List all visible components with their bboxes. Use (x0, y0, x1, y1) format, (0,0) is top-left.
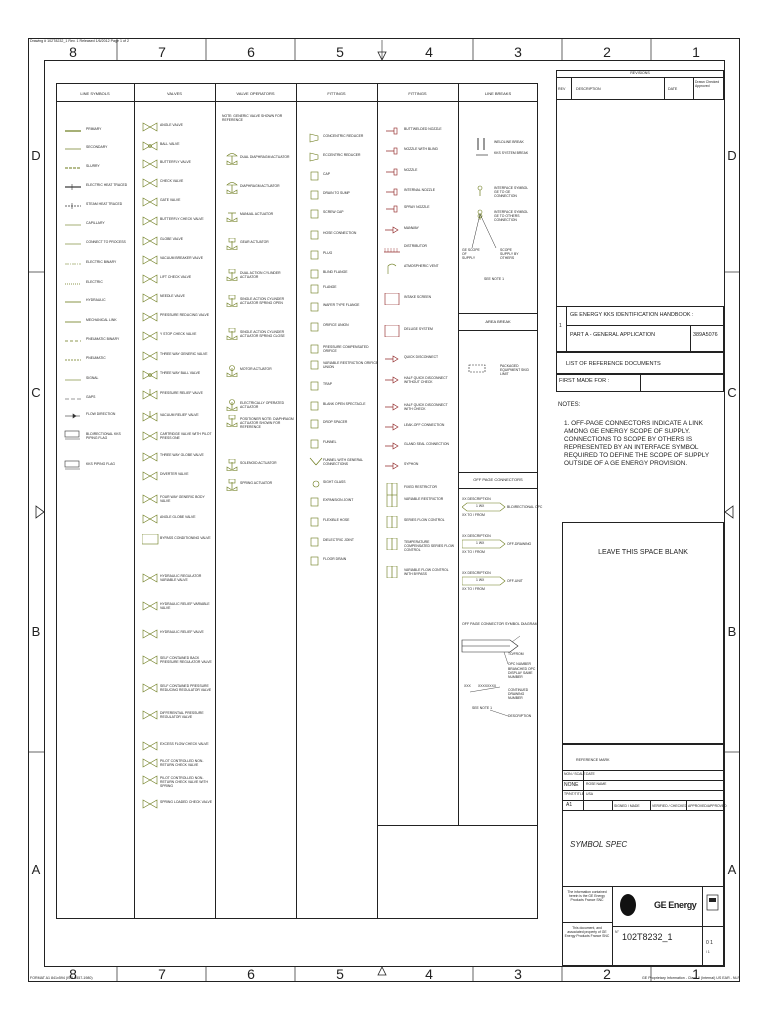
grid-letter: C (727, 385, 737, 400)
notes-title: NOTES: (558, 402, 581, 408)
symbol-label: DRAIN TO SUMP (323, 191, 350, 195)
symbol-label: POSITIONER NOTE: DIAPHRAGM ACTUATOR SHOWN FOR REFERENCE (240, 417, 294, 429)
symbol-label: LEAK-OFF CONNECTION (404, 423, 445, 427)
rev-col-desc: DESCRIPTION (576, 87, 601, 91)
symbol-label: SPRING ACTUATOR (240, 481, 273, 485)
symbol-label: VARIABLE RESTRICTION ORIFICE UNION (323, 361, 378, 369)
symbol-label: GEAR ACTUATOR (240, 240, 269, 244)
symbol-label: INTERFACE SYMBOL GE TO GE CONNECTION (494, 186, 528, 198)
symbol-label: DIAPHRAGM ACTUATOR (240, 184, 280, 188)
grid-letter: A (31, 862, 41, 877)
symbol-label: FLEXIBLE HOSE (323, 518, 350, 522)
symbol-label: PNEUMATIC (86, 356, 106, 360)
symbol-label: FLOW DIRECTION (86, 412, 116, 416)
col-header-valves: VALVES (167, 91, 182, 96)
symbol-label: STEAM HEAT TRACED (86, 202, 123, 206)
symbol-label: QUICK DISCONNECT (404, 355, 439, 359)
symbol-label: GLOBE VALVE (160, 237, 184, 241)
non-scale-value: NONE (564, 782, 579, 788)
symbol-label: LIFT CHECK VALVE (160, 275, 192, 279)
revisions-title: REVISIONS (630, 71, 650, 75)
opc-label-number: OPC NUMBER (508, 662, 531, 666)
symbol-label: KKS PIPING FLAG (86, 462, 116, 466)
line-break-label: GE SCOPE OF SUPPLY (462, 248, 480, 260)
opc-tag: 1 WX (476, 578, 485, 582)
proprietary-note: GE Proprietary Information - Class II (Internal) US EAR - NLR (642, 976, 741, 980)
symbol-label: PRIMARY (86, 127, 102, 131)
grid-number: 8 (69, 966, 77, 982)
symbol-label: FUNNEL (323, 440, 337, 444)
symbol-label: DIVERTER VALVE (160, 472, 189, 476)
grid-number: 5 (336, 966, 344, 982)
opc-type-label: BI-DIRECTIONAL OPC (507, 505, 543, 509)
symbol-label: VARIABLE RESTRICTOR (404, 497, 444, 501)
sheet-number: 0 1 (706, 940, 713, 946)
symbol-label: BYPASS CONDITIONING VALVE (160, 536, 211, 540)
handbook-line2: PART A - GENERAL APPLICATION (570, 332, 656, 338)
grid-number: 1 (692, 44, 700, 60)
symbol-label: THREE WAY GLOBE VALVE (160, 453, 204, 457)
handbook-docnum: 389A5076 (693, 332, 718, 338)
line-break-label: SEE NOTE 1 (484, 277, 504, 281)
col-header-line-symbols: LINE SYMBOLS (80, 91, 110, 96)
symbol-label: VACUUM RELIEF VALVE (160, 413, 199, 417)
symbol-label: NOZZLE WITH BLIND (404, 147, 438, 151)
grid-number: 3 (514, 966, 522, 982)
symbol-label: DIFFERENTIAL PRESSURE REGULATOR VALVE (160, 711, 204, 719)
symbol-label: NEEDLE VALVE (160, 294, 185, 298)
symbol-label: BUTTERFLY CHECK VALVE (160, 217, 204, 221)
symbol-label: HOSE CONNECTION (323, 231, 357, 235)
header-note: Drawing # 102T8232_1 Rev. 1 Released 1/6/2012 Page 1 of 2 (30, 39, 130, 43)
symbol-label: NOZZLE (404, 168, 418, 172)
sheet-size: A1 (566, 802, 573, 808)
symbol-label: PNEUMATIC BINARY (86, 337, 120, 341)
rev-col-drawn: Drawn Checked Approved (695, 80, 720, 88)
symbol-label: GAPS (86, 395, 96, 399)
rev-col-date: DATE (668, 87, 678, 91)
opc-label-tofrom: TO/FROM (508, 652, 524, 656)
symbol-label: THREE WAY BALL VALVE (160, 371, 201, 375)
symbol-label: CAPILLARY (86, 221, 105, 225)
symbol-label: SINGLE ACTION CYLINDER ACTUATOR SPRING OPEN (240, 297, 285, 305)
symbol-label: BUTTWELDED NOZZLE (404, 127, 442, 131)
symbol-label: WELDLINE BREAK (494, 140, 524, 144)
grid-letter: D (31, 148, 41, 163)
symbol-label: PILOT CONTROLLED NON-RETURN CHECK VALVE (160, 759, 204, 767)
symbol-label: ANGLE VALVE (160, 123, 183, 127)
symbol-label: WAFER TYPE FLANGE (323, 303, 360, 307)
symbol-label: THREE WAY GENERIC VALVE (160, 352, 208, 356)
symbol-label: ELECTRIC BINARY (86, 260, 117, 264)
handbook-rev: 1 (559, 323, 562, 329)
symbol-label: ORIFICE UNION (323, 323, 349, 327)
col-header-area-break: AREA BREAK (485, 319, 511, 324)
usa-value: USA (586, 792, 593, 796)
opc-ref: XX TO / FROM (462, 550, 485, 554)
symbol-label: SELF CONTAINED BACK PRESSURE REGULATOR VALVE (160, 656, 212, 664)
symbol-label: VACUUM BREAKER VALVE (160, 256, 203, 260)
non-scale-label: NON / SCALE (564, 772, 586, 776)
symbol-label: PILOT CONTROLLED NON-RETURN CHECK VALVE WITH SPRING (160, 776, 208, 788)
opc-type-label: OFF-UNIT (507, 579, 523, 583)
col-header-line-breaks: LINE BREAKS (484, 91, 512, 96)
grid-number: 2 (603, 44, 611, 60)
opc-ref: XX TO / FROM (462, 513, 485, 517)
symbol-label: HYDRAULIC RELIEF VALVE (160, 630, 204, 634)
symbol-label: SINGLE ACTION CYLINDER ACTUATOR SPRING CLOSE (240, 330, 285, 338)
symbol-label: EXPANSION JOINT (323, 498, 354, 502)
handbook-line1: GE ENERGY KKS IDENTIFICATION HANDBOOK : (570, 312, 694, 318)
opc-ref: XX TO / FROM (462, 587, 485, 591)
symbol-label: ECCENTRIC REDUCER (323, 153, 361, 157)
signed-made: SIGNED / MADE (614, 804, 640, 808)
date-label: DATE (586, 772, 595, 776)
symbol-label: ANGLE GLOBE VALVE (160, 515, 196, 519)
brand-name: GE Energy (654, 900, 697, 910)
company-info-a: The information contained herein is the GE Energy Products France SNC (567, 890, 607, 902)
symbol-label: PRESSURE COMPENSATED ORIFICE (323, 345, 369, 353)
symbol-label: BLANK OPEN SPECTACLE (323, 402, 366, 406)
symbol-label: SECONDARY (86, 145, 108, 149)
symbol-label: PRESSURE REDUCING VALVE (160, 313, 210, 317)
symbol-label: SELF CONTAINED PRESSURE REDUCING REGULATOR VALVE (160, 684, 212, 692)
skid-limit-label: PACKAGED EQUIPMENT SKID LIMIT (500, 364, 529, 376)
symbol-label: PLUG (323, 251, 333, 255)
symbol-label: INTERFACE SYMBOL GE TO OTHERS CONNECTION (494, 210, 528, 222)
symbol-label: Y STOP CHECK VALVE (160, 332, 197, 336)
opc-description: XX DESCRIPTION (462, 534, 491, 538)
blank-label: LEAVE THIS SPACE BLANK (598, 549, 688, 556)
grid-number: 4 (425, 44, 433, 60)
symbol-label: DIELECTRIC JOINT (323, 538, 354, 542)
note-1: 1. OFF-PAGE CONNECTORS INDICATE A LINK AMONG GE ENERGY SCOPE OF SUPPLY. CONNECTIONS TO SCOPE BY OTHERS IS REPRESENTED BY AN INTERFACE SYMBOL REQUIRED TO DEFINE THE SCOPE OF SUPPLY OUTSIDE OF A GE ENERGY PROVISION. (564, 420, 710, 467)
symbol-label: GATE VALVE (160, 198, 181, 202)
drawing-number: 102T8232_1 (622, 932, 673, 942)
symbol-label: SLURRY (86, 164, 100, 168)
symbol-label: HALF QUICK DISCONNECT WITH CHECK (404, 403, 448, 411)
symbol-label: DUAL ACTION CYLINDER ACTUATOR (240, 271, 281, 279)
grid-number: 6 (247, 44, 255, 60)
symbol-label: CONCENTRIC REDUCER (323, 134, 364, 138)
grid-number: 7 (158, 44, 166, 60)
symbol-label: DELUGE SYSTEM (404, 327, 433, 331)
symbol-label: DISTRIBUTOR (404, 244, 427, 248)
approved: APPROVED/APPROVED (688, 804, 727, 808)
opc-label-desc: DESCRIPTION (508, 714, 532, 718)
company-info-b: This document, and associated property of GE Energy Products France SNC (564, 926, 610, 938)
symbol-label: SCREW CAP (323, 210, 344, 214)
grid-number: 8 (69, 44, 77, 60)
symbol-label: GLAND SEAL CONNECTION (404, 442, 449, 446)
tp-label: TP/NT/TITLE (564, 792, 584, 796)
opc-type-label: OFF-DRAWING (507, 542, 532, 546)
drawn-name: ROSE NAME (586, 782, 607, 786)
symbol-label: HYDRAULIC RELIEF VARIABLE VALVE (160, 602, 210, 610)
reference-mark: REFERENCE MARK (576, 758, 610, 762)
grid-number: 5 (336, 44, 344, 60)
line-break-label: SCOPE SUPPLY BY OTHERS (500, 248, 519, 260)
opc-label-branched: BRANCHED OPC DISPLAY SAME NUMBER (508, 667, 536, 679)
symbol-label: KKS SYSTEM BREAK (494, 151, 529, 155)
opc-tag: 1 WX (476, 504, 485, 508)
symbol-label: BUTTERFLY VALVE (160, 160, 191, 164)
grid-letter: A (727, 862, 737, 877)
symbol-label: TEMPERATURE COMPENSATED SERIES FLOW CONTROL (404, 540, 455, 552)
grid-letter: C (31, 385, 41, 400)
symbol-label: BLIND FLANGE (323, 270, 348, 274)
grid-letter: B (31, 624, 41, 639)
symbol-label: BI-DIRECTIONAL KKS PIPING FLAG (86, 432, 121, 440)
grid-letter: D (727, 148, 737, 163)
symbol-label: FLOOR DRAIN (323, 557, 347, 561)
rev-col-rev: REV (558, 87, 566, 91)
symbol-label: HYDRAULIC (86, 298, 106, 302)
symbol-label: DROP SPACER (323, 420, 348, 424)
symbol-label: HYDRAULIC REGULATOR VARIABLE VALVE (160, 574, 202, 582)
symbol-label: ELECTRIC (86, 280, 103, 284)
symbol-label: CAP (323, 172, 330, 176)
opc-label-continued: CONTINUED DRAWING NUMBER (508, 688, 529, 700)
col-header-off-page: OFF PAGE CONNECTORS (473, 477, 523, 482)
symbol-label: PRESSURE RELIEF VALVE (160, 391, 203, 395)
symbol-label: VARIABLE FLOW CONTROL WITH BYPASS (404, 568, 449, 576)
symbol-label: CARTRIDGE VALVE WITH PILOT PRESS ONE (160, 432, 212, 440)
col-header-fittings-1: FITTINGS (327, 91, 346, 96)
grid-number: 4 (425, 966, 433, 982)
reference-docs: LIST OF REFERENCE DOCUMENTS (566, 361, 661, 367)
grid-number: 6 (247, 966, 255, 982)
verified-checked: VERIFIED / CHECKED (652, 804, 688, 808)
symbol-label: FUNNEL WITH GENERAL CONNECTIONS (323, 458, 364, 466)
symbol-label: INTAKE SCREEN (404, 295, 432, 299)
symbol-label: SPRAY NOZZLE (404, 205, 430, 209)
opc-label-xxxx: XXXXXXXX (478, 684, 497, 688)
grid-number: 2 (603, 966, 611, 982)
symbol-label: SERIES FLOW CONTROL (404, 518, 445, 522)
symbol-label: MECHANICAL LINK (86, 318, 117, 322)
symbol-label: SIGNAL (86, 376, 99, 380)
grid-number: 7 (158, 966, 166, 982)
grid-number: 1 (692, 966, 700, 982)
sheet-of: / 1 (706, 950, 710, 954)
symbol-label: INTERNAL NOZZLE (404, 188, 435, 192)
drawing-title: SYMBOL SPEC (570, 840, 628, 849)
opc-diagram-title: OFF PAGE CONNECTOR SYMBOL DIAGRAM (462, 622, 538, 626)
valve-operators-note: NOTE: GENERIC VALVE SHOWN FOR REFERENCE (222, 114, 283, 122)
symbol-label: SYPHON (404, 462, 419, 466)
symbol-label: MANUAL ACTUATOR (240, 212, 274, 216)
symbol-label: FLANGE (323, 285, 337, 289)
symbol-label: TRAP (323, 382, 333, 386)
symbol-label: ELECTRICALLY OPERATED ACTUATOR (240, 401, 285, 409)
grid-letter: B (727, 624, 737, 639)
symbol-label: MOTOR ACTUATOR (240, 367, 272, 371)
col-header-fittings-2: FITTINGS (408, 91, 427, 96)
first-made-for: FIRST MADE FOR : (559, 378, 610, 384)
symbol-label: SPRING LOADED CHECK VALVE (160, 800, 213, 804)
symbol-label: ATMOSPHERIC VENT (404, 264, 439, 268)
symbol-label: SIGHT GLASS (323, 480, 346, 484)
drawing-no-label: N° (615, 930, 619, 934)
symbol-label: CHECK VALVE (160, 179, 184, 183)
grid-number: 3 (514, 44, 522, 60)
symbol-label: BALL VALVE (160, 142, 180, 146)
symbol-label: FOUR WAY GENERIC BODY VALVE (160, 495, 205, 503)
col-header-valve-operators: VALVE OPERATORS (236, 91, 275, 96)
symbol-label: ELECTRIC HEAT TRACED (86, 183, 128, 187)
opc-description: XX DESCRIPTION (462, 571, 491, 575)
opc-tag: 1 WX (476, 541, 485, 545)
opc-description: XX DESCRIPTION (462, 497, 491, 501)
symbol-label: DUAL DIAPHRAGM ACTUATOR (240, 155, 290, 159)
symbol-label: HALF QUICK DISCONNECT WITHOUT CHECK (404, 376, 448, 384)
opc-label-seenote: SEE NOTE 1 (472, 706, 492, 710)
symbol-label: EXCESS FLOW CHECK VALVE (160, 742, 209, 746)
symbol-label: SOLENOID ACTUATOR (240, 461, 277, 465)
symbol-label: CONNECT TO PROCESS (86, 240, 126, 244)
symbol-label: MANWAY (404, 226, 419, 230)
symbol-label: FIXED RESTRICTOR (404, 485, 437, 489)
format-note: FORMAT A1 841x594 (ISO 5457-1980) (30, 976, 93, 980)
opc-label-xxx: XXX (464, 684, 471, 688)
